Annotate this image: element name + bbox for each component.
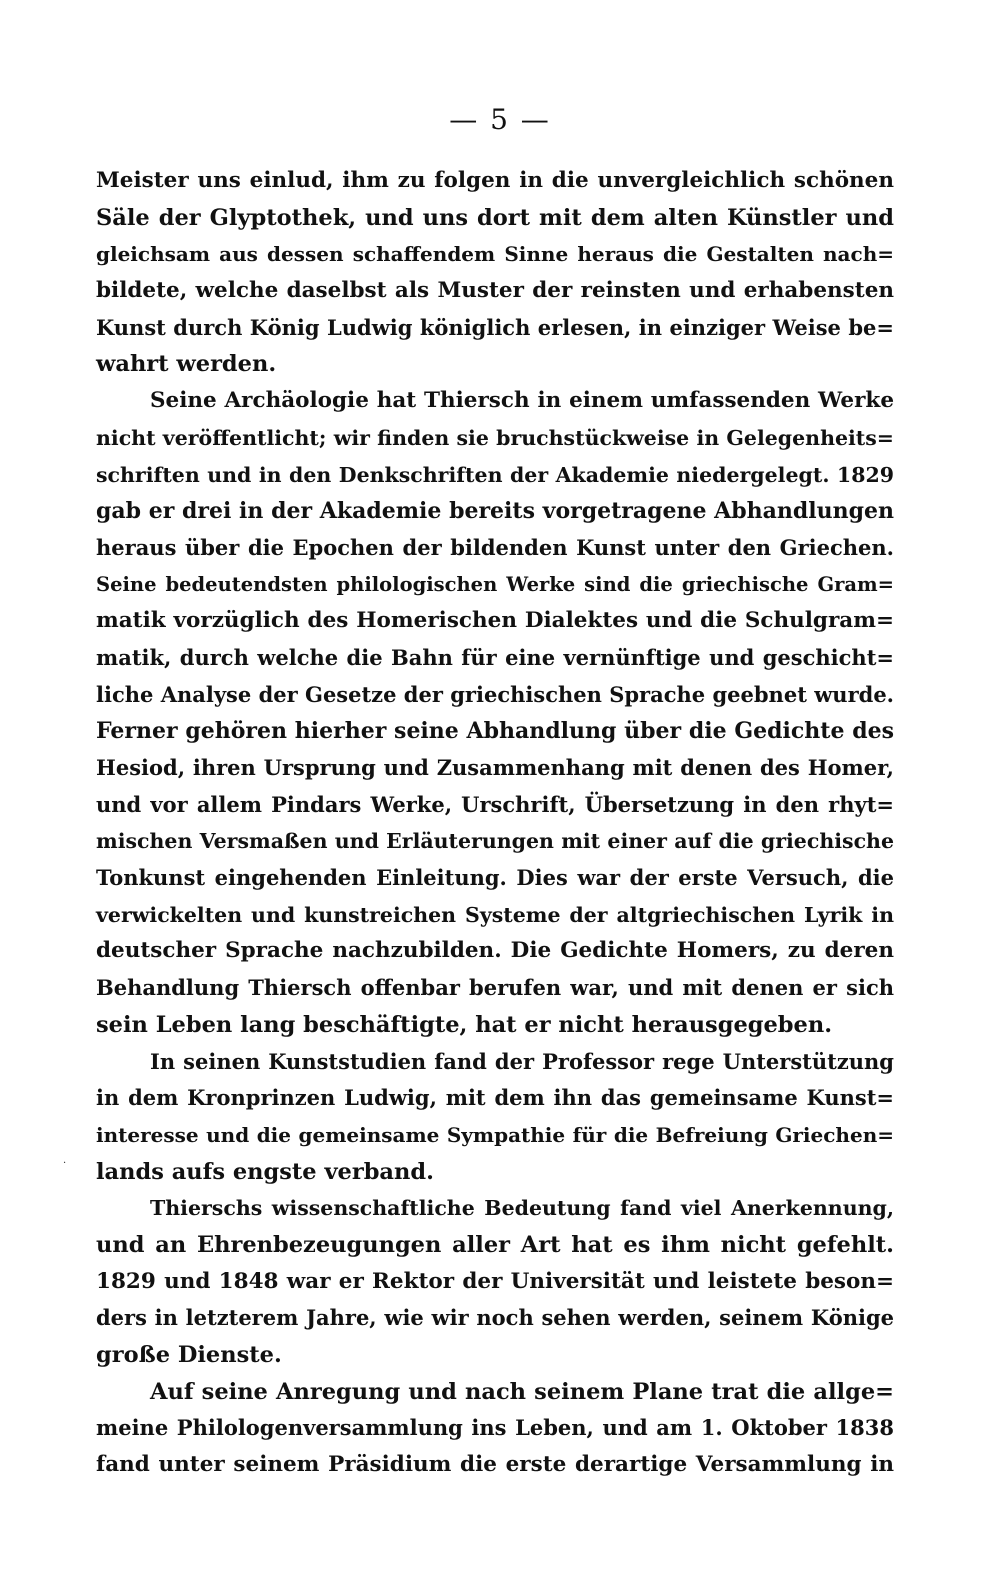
text-line: meine Philologenversammlung ins Leben, und am 1. Oktober 1838 [96, 1415, 894, 1441]
text-line: fand unter seinem Präsidium die erste derartige Versammlung in [96, 1452, 894, 1478]
text-line: Ferner gehören hierher seine Abhandlung über die Gedichte des [96, 718, 894, 745]
page-number: — 5 — [449, 103, 551, 136]
text-line: nicht veröffentlicht; wir finden sie bruchstückweise in Gelegenheits= [96, 425, 894, 450]
text-line: lands aufs engste verband. [96, 1158, 434, 1185]
text-line: Behandlung Thiersch offenbar berufen war, und mit denen er sich [96, 975, 894, 1001]
text-line: Tonkunst eingehenden Einleitung. Dies war der erste Versuch, die [96, 865, 894, 891]
text-line: bildete, welche daselbst als Muster der reinsten und erhabensten [96, 278, 894, 304]
text-line: gleichsam aus dessen schaffendem Sinne heraus die Gestalten nach= [96, 242, 894, 267]
text-line: gab er drei in der Akademie bereits vorgetragene Abhandlungen [96, 498, 894, 525]
text-line: Hesiod, ihren Ursprung und Zusammenhang mit denen des Homer, [96, 755, 894, 780]
text-line: verwickelten und kunstreichen Systeme der altgriechischen Lyrik in [96, 902, 894, 927]
text-line: liche Analyse der Gesetze der griechischen Sprache geebnet wurde. [96, 681, 894, 707]
text-line: Seine bedeutendsten philologischen Werke sind die griechische Gram= [96, 572, 894, 596]
text-line: Meister uns einlud, ihm zu folgen in die unvergleichlich schönen [96, 168, 894, 193]
text-line: und vor allem Pindars Werke, Urschrift, Übersetzung in den rhyt= [96, 791, 894, 817]
text-line: Seine Archäologie hat Thiersch in einem umfassenden Werke [150, 388, 894, 414]
text-line: Thierschs wissenschaftliche Bedeutung fand viel Anerkennung, [150, 1196, 894, 1221]
body-text [96, 163, 894, 1484]
text-line: heraus über die Epochen der bildenden Kunst unter den Griechen. [96, 534, 894, 560]
text-line: in dem Kronprinzen Ludwig, mit dem ihn das gemeinsame Kunst= [96, 1085, 894, 1111]
text-line: Säle der Glyptothek, und uns dort mit dem alten Künstler und [96, 204, 894, 231]
text-line: und an Ehrenbezeugungen aller Art hat es ihm nicht gefehlt. [96, 1231, 894, 1258]
text-line: interesse und die gemeinsame Sympathie für die Befreiung Griechen= [96, 1122, 894, 1147]
text-line: sein Leben lang beschäftigte, hat er nicht herausgegeben. [96, 1011, 833, 1038]
text-line: mischen Versmaßen und Erläuterungen mit einer auf die griechische [96, 829, 894, 854]
text-line: Kunst durch König Ludwig königlich erlesen, in einziger Weise be= [96, 314, 894, 340]
stray-print-mark: · [63, 1158, 67, 1169]
text-line: ders in letzterem Jahre, wie wir noch sehen werden, seinem Könige [96, 1305, 894, 1331]
text-line: wahrt werden. [96, 351, 277, 378]
text-line: matik vorzüglich des Homerischen Dialektes und die Schulgram= [96, 608, 894, 634]
text-line: matik, durch welche die Bahn für eine vernünftige und geschicht= [96, 644, 894, 670]
text-line: deutscher Sprache nachzubilden. Die Gedichte Homers, zu deren [96, 938, 894, 964]
text-line: 1829 und 1848 war er Rektor der Universität und leistete beson= [96, 1268, 894, 1294]
text-line: Auf seine Anregung und nach seinem Plane trat die allge= [150, 1378, 894, 1405]
text-line: schriften und in den Denkschriften der Akademie niedergelegt. 1829 [96, 462, 894, 487]
text-line: große Dienste. [96, 1342, 282, 1368]
text-line: In seinen Kunststudien fand der Professor rege Unterstützung [150, 1048, 894, 1074]
